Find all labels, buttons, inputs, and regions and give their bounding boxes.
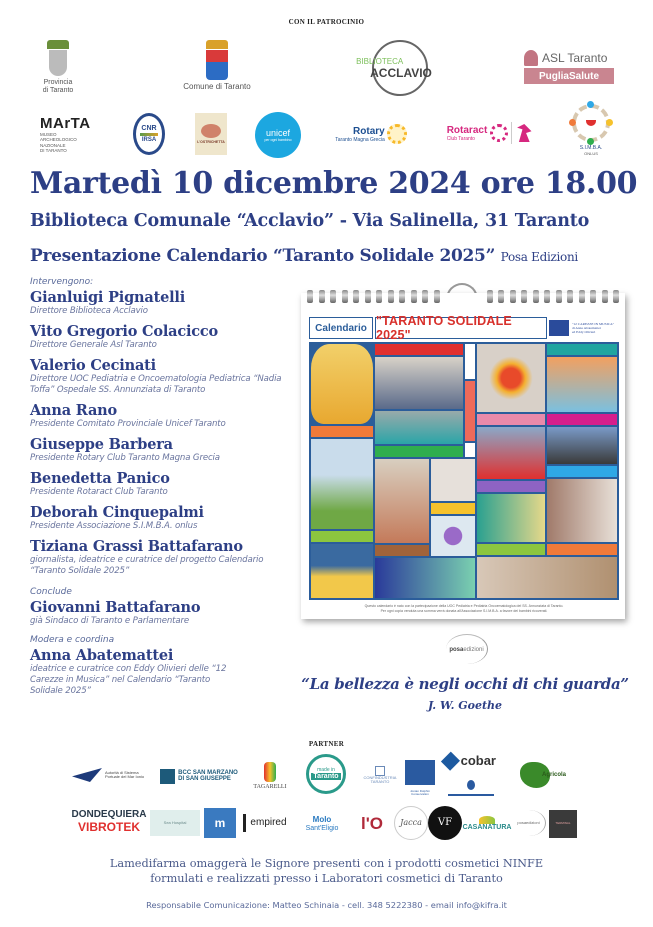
tree-icon [524, 50, 538, 66]
moderate-label: Modera e coordina [30, 635, 115, 645]
logo-biblioteca-acclavio: BIBLIOTECA ACCLAVIO [356, 40, 432, 96]
logo-posa-edizioni: posa edizioni [446, 634, 488, 664]
footer-note: Lamedifarma omaggerà le Signore presenti con i prodotti cosmetici NINFE formulati e realizzati presso i Laboratori cosmetici di Taranto [109, 857, 544, 885]
speaker-item [30, 323, 295, 351]
speaker-name: Anna Abatemattei [30, 647, 174, 664]
speaker-item [30, 538, 295, 577]
logo-cobar: cobar [444, 752, 496, 770]
conclude-label: Conclude [30, 587, 72, 597]
speaker-item [30, 504, 295, 532]
speaker-name: Anna Rano [30, 402, 117, 419]
ship-icon [72, 768, 102, 782]
butterfly-drawing [431, 459, 475, 501]
logo-jacca: Jacca [394, 806, 428, 840]
crest-icon [49, 50, 67, 76]
octopus-drawing [431, 516, 475, 556]
logo-molo-sant-eligio: Molo Sant'Eligio [305, 815, 339, 832]
crown-icon [206, 40, 228, 49]
logo-cnr-irsa: CNR IRSA [133, 113, 165, 155]
speaker-role: ideatrice e curatrice con Eddy Olivieri delle “12 Carezze in Musica” nel Calendario “Taranto Solidale 2025” [30, 664, 227, 696]
speaker-role: Presidente Associazione S.I.M.B.A. onlus [30, 521, 198, 531]
logo-vf: VF [428, 806, 462, 840]
logo-posa-edizioni-small: posaedizioni [512, 810, 546, 836]
logo-casanatura: CASANATURA [462, 812, 512, 836]
speaker-item-moderate [30, 647, 295, 697]
speaker-name: Vito Gregorio Colacicco [30, 323, 219, 340]
speaker-item [30, 357, 295, 396]
crest-icon [206, 50, 228, 80]
logo-ostrichetta: L'OSTRICHETTA [195, 113, 227, 155]
painting-photo [375, 411, 463, 444]
speaker-role: Presidente Comitato Provinciale Unicef Taranto [30, 419, 226, 429]
logo-bcc-san-marzano: BCC SAN MARZANO DI SAN GIUSEPPE [156, 766, 242, 786]
doctors-photo [477, 494, 545, 542]
speaker-name: Benedetta Panico [30, 470, 170, 487]
crown-icon [47, 40, 69, 49]
logo-provincia-taranto: Provincia di Taranto [36, 34, 80, 100]
speaker-role: Presidente Rotaract Club Taranto [30, 487, 168, 497]
logo-istituto: m [204, 808, 236, 838]
logo-dondequiera-vibrotek: DONDEQUIERA VIBROTEK [71, 809, 147, 834]
logo-confindustria: CONFINDUSTRIA TARANTO [362, 760, 398, 790]
calendar-caption: Questo calendario è nato con la partecipazione della UOC Pediatria e Pediatria Oncoematologica del SS. Annunziata di Taranto. Per ogni copia venduta una somma verrà donata all'Associazione S.I.M.B.A. a favore dei bambini ricoverati. [364, 604, 564, 613]
patronage-label: CON IL PATROCINIO [288, 18, 365, 26]
calendar-label: Calendario [309, 317, 373, 339]
speaker-role: Direttore UOC Pediatria e Oncoematologia Pediatrica “Nadia Toffa” Ospedale SS. Annunziata di Taranto [30, 374, 282, 395]
craft-photo [375, 459, 429, 543]
speaker-role: Direttore Generale Asl Taranto [30, 340, 157, 350]
speakers-list [30, 277, 295, 703]
calendar-title: "TARANTO SOLIDALE 2025" [375, 317, 547, 339]
logo-asl-taranto: ASL Taranto PugliaSalute [524, 48, 618, 86]
logo-rotaract: Rotaract Club Taranto [440, 118, 540, 148]
leaf-icon [479, 816, 495, 824]
logo-empired: empired [243, 814, 291, 832]
speaker-item [30, 402, 295, 430]
room-photo [477, 557, 617, 598]
shell-icon [201, 124, 221, 138]
speaker-item-conclude [30, 599, 295, 627]
quote-author: J. W. Goethe [427, 699, 503, 712]
trullo-drawing [311, 439, 373, 529]
speaker-item [30, 436, 295, 464]
speaker-role: giornalista, ideatrice e curatrice del progetto Calendario “Taranto Solidale 2025” [30, 555, 264, 576]
intro-label: Intervengono: [30, 277, 94, 287]
speaker-name: Giovanni Battafarano [30, 599, 201, 616]
logo-navy [448, 776, 494, 796]
rainbow-drawing [547, 357, 617, 412]
group-photo [547, 427, 617, 464]
speaker-role: Presidente Rotary Club Taranto Magna Grecia [30, 453, 220, 463]
vase-drawing [311, 344, 373, 424]
team-photo [375, 357, 463, 409]
publisher-name: Posa Edizioni [500, 250, 578, 264]
nurse-photo [547, 479, 617, 542]
logo-made-in-taranto: made in Taranto [306, 754, 346, 794]
speaker-role: Direttore Biblioteca Acclavio [30, 306, 148, 316]
flag-icon [549, 320, 569, 336]
speaker-name: Deborah Cinquepalmi [30, 504, 204, 521]
quote-text: “La bellezza è negli occhi di chi guarda” [301, 675, 629, 693]
calendar-image [301, 293, 625, 619]
calendar-header [309, 314, 619, 342]
hand-icon [264, 762, 276, 782]
speaker-role: già Sindaco di Taranto e Parlamentare [30, 616, 190, 626]
logo-jonian-dolphin: Jonian Dolphin Conservation [405, 760, 435, 796]
diamond-icon [441, 752, 460, 771]
event-venue: Biblioteca Comunale “Acclavio” - Via Salinella, 31 Taranto [30, 211, 590, 231]
boat-photo [311, 544, 373, 598]
simba-face-icon [572, 104, 610, 142]
logo-agricola: Agricola [510, 760, 576, 790]
logo-tagarelli: TAGARELLI [248, 758, 292, 794]
calendar-photo-mosaic [309, 342, 619, 600]
logo-unicef: unicef per ogni bambino [255, 112, 301, 158]
child-photo [477, 427, 545, 479]
painting-hand-photo [375, 558, 475, 598]
speaker-item [30, 470, 295, 498]
presentation-title: Presentazione Calendario “Taranto Solidale 2025” [30, 246, 496, 266]
calendar-sponsor-note: "12 CAREZZE IN MUSICA" di Anna Abatemattei ed Eddy Olivieri [549, 317, 619, 339]
partner-label: PARTNER [308, 740, 345, 748]
logo-port-authority: Autorità di Sistema Portuale del Mar Ionio [72, 758, 148, 792]
speaker-name: Gianluigi Pignatelli [30, 289, 186, 306]
dancer-icon [515, 124, 533, 142]
speaker-name: Giuseppe Barbera [30, 436, 173, 453]
logo-sea-hospital: Sea Hospital [150, 810, 200, 836]
puzzle-photo [477, 344, 545, 412]
rotary-wheel-icon [387, 124, 407, 144]
logo-marta: MArTA MUSEO ARCHEOLOGICO NAZIONALE DI TARANTO [40, 115, 91, 153]
logo-lto: l'O [361, 814, 383, 834]
event-date-time: Martedì 10 dicembre 2024 ore 18.00 [30, 166, 638, 201]
speaker-item [30, 289, 295, 317]
speaker-name: Tiziana Grassi Battafarano [30, 538, 243, 555]
footer-contact: Responsabile Comunicazione: Matteo Schinaia - cell. 348 5222380 - email info@kifra.it [146, 900, 507, 910]
logo-terminal: TERMINAL [549, 810, 577, 838]
calendar-rings [301, 290, 625, 304]
logo-simba: S.I.M.B.A. ONLUS [568, 103, 614, 157]
rotaract-wheel-icon [490, 124, 508, 142]
speaker-name: Valerio Cecinati [30, 357, 156, 374]
logo-rotary: Rotary Taranto Magna Grecia [325, 120, 417, 148]
logo-comune-taranto: Comune di Taranto [176, 33, 258, 99]
event-presentation [30, 246, 578, 266]
